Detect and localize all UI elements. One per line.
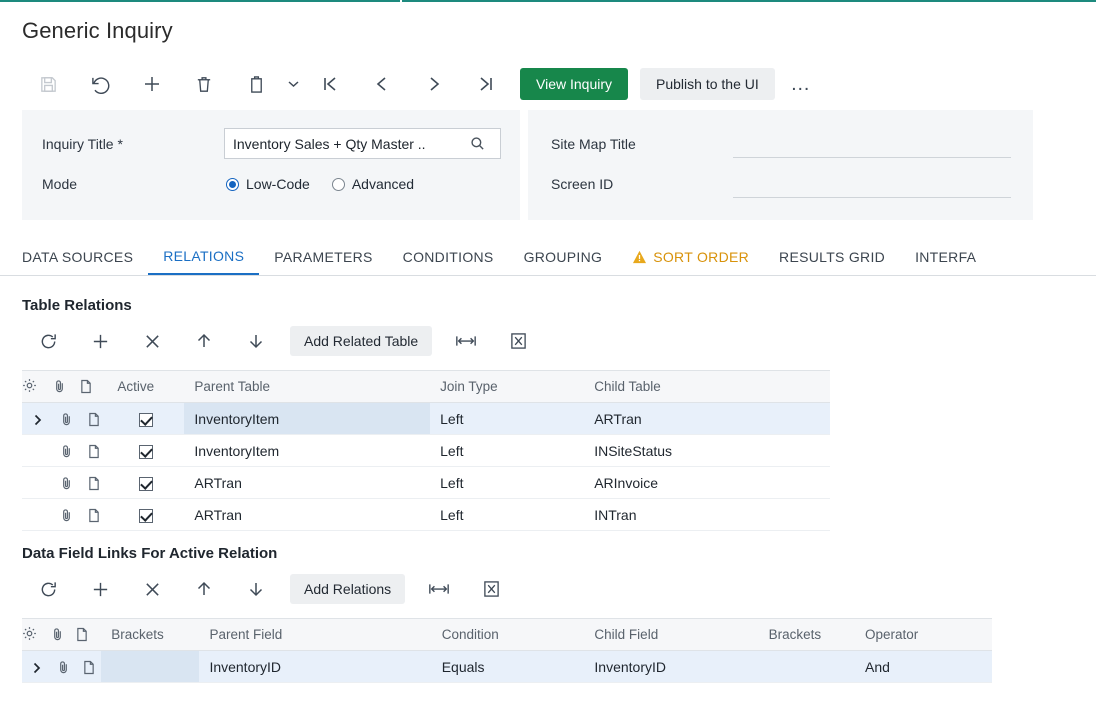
mode-radio-group xyxy=(226,176,414,192)
move-up-icon[interactable] xyxy=(178,570,230,608)
column-settings-icon[interactable] xyxy=(22,371,53,403)
row-parent-field[interactable]: InventoryID xyxy=(199,651,431,683)
view-inquiry-button[interactable]: View Inquiry xyxy=(520,68,628,100)
relations-grid-toolbar xyxy=(22,322,544,360)
fit-columns-icon[interactable] xyxy=(440,322,492,360)
table-row[interactable] xyxy=(22,467,830,499)
undo-icon[interactable] xyxy=(74,62,126,106)
screen-id-input[interactable] xyxy=(733,174,1011,198)
tab-results-grid[interactable]: RESULTS GRID xyxy=(779,249,886,265)
row-notes-icon[interactable] xyxy=(80,467,107,499)
table-row[interactable] xyxy=(22,435,830,467)
tab-data-sources[interactable]: DATA SOURCES xyxy=(22,249,134,265)
column-header-parent-table[interactable]: Parent Table xyxy=(184,371,430,403)
site-map-title-label: Site Map Title xyxy=(551,136,636,152)
row-selector-icon[interactable] xyxy=(22,435,53,467)
mode-option-advanced[interactable] xyxy=(332,176,414,192)
radio-advanced-icon[interactable] xyxy=(332,178,345,191)
notes-column-icon xyxy=(76,619,101,651)
row-child-field[interactable]: InventoryID xyxy=(584,651,758,683)
data-field-links-header xyxy=(22,619,992,651)
publish-to-ui-button[interactable]: Publish to the UI xyxy=(640,68,775,100)
mode-label: Mode xyxy=(42,176,78,192)
delete-row-icon[interactable] xyxy=(126,322,178,360)
export-excel-icon[interactable] xyxy=(492,322,544,360)
column-header-condition[interactable]: Condition xyxy=(432,619,585,651)
row-condition[interactable]: Equals xyxy=(432,651,585,683)
column-header-child-table[interactable]: Child Table xyxy=(584,371,830,403)
row-selector-icon[interactable] xyxy=(22,467,53,499)
row-active-checkbox[interactable] xyxy=(107,467,184,499)
row-selector-icon[interactable] xyxy=(22,403,53,435)
row-notes-icon[interactable] xyxy=(76,651,101,683)
row-selector-icon[interactable] xyxy=(22,499,53,531)
row-join-type[interactable]: Left xyxy=(430,435,584,467)
row-child-table[interactable]: INTran xyxy=(584,499,830,531)
fit-columns-icon[interactable] xyxy=(413,570,465,608)
tab-sort-order-label: SORT ORDER xyxy=(653,249,750,265)
column-header-brackets-left[interactable]: Brackets xyxy=(101,619,199,651)
refresh-icon[interactable] xyxy=(22,322,74,360)
row-child-table[interactable]: ARInvoice xyxy=(584,467,830,499)
refresh-icon[interactable] xyxy=(22,570,74,608)
column-settings-icon[interactable] xyxy=(22,619,51,651)
more-options-icon[interactable]: … xyxy=(790,72,812,95)
tab-conditions[interactable]: CONDITIONS xyxy=(402,249,494,265)
row-parent-table[interactable]: ARTran xyxy=(184,467,430,499)
export-excel-icon[interactable] xyxy=(465,570,517,608)
radio-low-code-icon[interactable] xyxy=(226,178,239,191)
row-join-type[interactable]: Left xyxy=(430,403,584,435)
links-grid-toolbar xyxy=(22,570,517,608)
row-parent-table[interactable]: InventoryItem xyxy=(184,403,430,435)
copy-paste-icon[interactable] xyxy=(230,62,282,106)
data-field-links-title: Data Field Links For Active Relation xyxy=(22,545,278,562)
site-map-title-input[interactable] xyxy=(733,134,1011,158)
row-attachment-icon[interactable] xyxy=(53,467,80,499)
add-icon[interactable] xyxy=(126,62,178,106)
row-child-table[interactable]: ARTran xyxy=(584,403,830,435)
add-row-icon[interactable] xyxy=(74,570,126,608)
table-relations-grid xyxy=(22,370,830,531)
add-row-icon[interactable] xyxy=(74,322,126,360)
mode-option-low-code[interactable] xyxy=(226,176,310,192)
move-down-icon[interactable] xyxy=(230,570,282,608)
row-join-type[interactable]: Left xyxy=(430,467,584,499)
column-header-brackets-right[interactable]: Brackets xyxy=(759,619,855,651)
table-relations-title: Table Relations xyxy=(22,297,132,314)
attachment-column-icon xyxy=(53,371,80,403)
column-header-active[interactable]: Active xyxy=(107,371,184,403)
row-notes-icon[interactable] xyxy=(80,499,107,531)
chevron-down-icon[interactable] xyxy=(282,62,304,106)
table-row[interactable] xyxy=(22,499,830,531)
row-join-type[interactable]: Left xyxy=(430,499,584,531)
add-relations-button[interactable]: Add Relations xyxy=(290,574,405,604)
row-parent-table[interactable]: InventoryItem xyxy=(184,435,430,467)
row-active-checkbox[interactable] xyxy=(107,435,184,467)
column-header-child-field[interactable]: Child Field xyxy=(584,619,758,651)
row-brackets-left[interactable] xyxy=(101,651,199,683)
mode-option-advanced-label: Advanced xyxy=(351,176,415,192)
move-up-icon[interactable] xyxy=(178,322,230,360)
last-record-icon[interactable] xyxy=(460,62,512,106)
tab-bar xyxy=(0,240,1096,276)
row-notes-icon[interactable] xyxy=(80,435,107,467)
inquiry-title-input[interactable] xyxy=(225,135,457,153)
inquiry-title-field[interactable] xyxy=(224,128,501,159)
first-record-icon[interactable] xyxy=(304,62,356,106)
row-attachment-icon[interactable] xyxy=(51,651,76,683)
row-selector-icon[interactable] xyxy=(22,651,51,683)
top-accent-bar xyxy=(0,0,1096,2)
row-brackets-right[interactable] xyxy=(759,651,855,683)
table-relations-header xyxy=(22,371,830,403)
data-field-links-grid xyxy=(22,618,992,683)
previous-record-icon[interactable] xyxy=(356,62,408,106)
column-header-operator[interactable]: Operator xyxy=(855,619,972,651)
tab-grouping[interactable]: GROUPING xyxy=(523,249,603,265)
tab-interface[interactable]: INTERFA xyxy=(915,249,977,265)
tab-relations[interactable]: RELATIONS xyxy=(148,239,259,275)
column-header-parent-field[interactable]: Parent Field xyxy=(199,619,431,651)
notes-column-icon xyxy=(80,371,107,403)
tab-sort-order[interactable] xyxy=(617,239,764,275)
mode-option-low-code-label: Low-Code xyxy=(246,176,310,192)
row-attachment-icon[interactable] xyxy=(53,435,80,467)
row-attachment-icon[interactable] xyxy=(53,403,80,435)
search-icon[interactable] xyxy=(457,136,497,151)
save-icon[interactable] xyxy=(22,62,74,106)
row-parent-table[interactable]: ARTran xyxy=(184,499,430,531)
row-child-table[interactable]: INSiteStatus xyxy=(584,435,830,467)
delete-icon[interactable] xyxy=(178,62,230,106)
warning-icon xyxy=(632,250,647,264)
inquiry-summary-panel-left xyxy=(22,110,520,220)
next-record-icon[interactable] xyxy=(408,62,460,106)
table-row[interactable] xyxy=(22,403,830,435)
inquiry-summary-panel-right xyxy=(528,110,1033,220)
screen-id-label: Screen ID xyxy=(551,176,614,192)
move-down-icon[interactable] xyxy=(230,322,282,360)
delete-row-icon[interactable] xyxy=(126,570,178,608)
column-header-spacer xyxy=(972,619,992,651)
row-active-checkbox[interactable] xyxy=(107,499,184,531)
row-operator[interactable]: And xyxy=(855,651,972,683)
column-header-join-type[interactable]: Join Type xyxy=(430,371,584,403)
tab-parameters[interactable]: PARAMETERS xyxy=(274,249,373,265)
inquiry-title-label: Inquiry Title * xyxy=(42,136,123,152)
row-attachment-icon[interactable] xyxy=(53,499,80,531)
row-spacer xyxy=(972,651,992,683)
add-related-table-button[interactable]: Add Related Table xyxy=(290,326,432,356)
table-row[interactable] xyxy=(22,651,992,683)
page-title: Generic Inquiry xyxy=(22,18,173,43)
row-active-checkbox[interactable] xyxy=(107,403,184,435)
main-toolbar xyxy=(22,62,821,106)
row-notes-icon[interactable] xyxy=(80,403,107,435)
attachment-column-icon xyxy=(51,619,76,651)
